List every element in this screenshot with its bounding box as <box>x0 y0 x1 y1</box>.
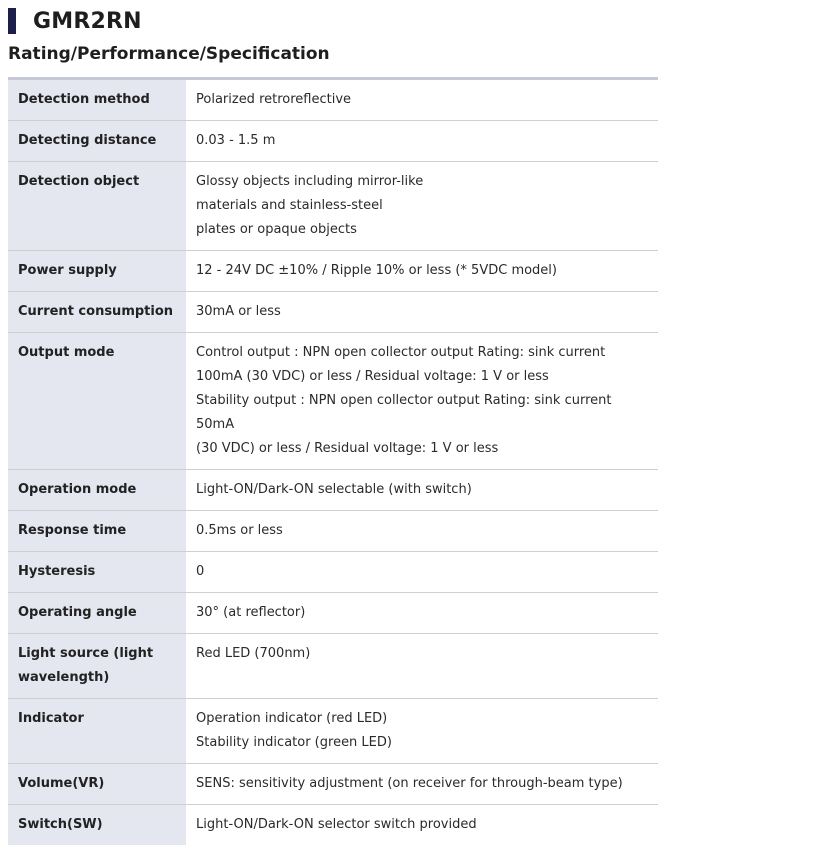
spec-row <box>8 79 658 121</box>
spec-label: Volume(VR) <box>8 764 186 805</box>
spec-value <box>186 593 658 634</box>
spec-value <box>186 162 658 251</box>
page-title: GMR2RN <box>33 9 142 34</box>
title-marker <box>8 8 16 34</box>
spec-value-line: 30° (at reflector) <box>196 601 648 625</box>
spec-value <box>186 511 658 552</box>
spec-value <box>186 292 658 333</box>
page-title-bar <box>8 8 142 34</box>
spec-row <box>8 333 658 470</box>
spec-value-line: Light-ON/Dark-ON selectable (with switch) <box>196 478 648 502</box>
spec-row <box>8 470 658 511</box>
spec-value-line: Light-ON/Dark-ON selector switch provided <box>196 813 648 837</box>
spec-table-body <box>8 79 658 845</box>
section-heading: Rating/Performance/Specification <box>8 44 330 64</box>
spec-label: Operating angle <box>8 593 186 634</box>
spec-value <box>186 79 658 121</box>
spec-label: Response time <box>8 511 186 552</box>
spec-value <box>186 634 658 699</box>
spec-value-line: Control output : NPN open collector output Rating: sink current <box>196 341 648 365</box>
spec-value-line: Red LED (700nm) <box>196 642 648 666</box>
spec-value <box>186 470 658 511</box>
spec-row <box>8 764 658 805</box>
spec-value-line: plates or opaque objects <box>196 218 648 242</box>
spec-value-line: Stability indicator (green LED) <box>196 731 648 755</box>
spec-row <box>8 634 658 699</box>
spec-table <box>8 77 658 845</box>
spec-label: Detection object <box>8 162 186 251</box>
spec-value-line: 0.5ms or less <box>196 519 648 543</box>
spec-row <box>8 292 658 333</box>
spec-label: Output mode <box>8 333 186 470</box>
spec-value <box>186 764 658 805</box>
spec-label: Switch(SW) <box>8 805 186 845</box>
spec-label: Operation mode <box>8 470 186 511</box>
spec-value-line: 12 - 24V DC ±10% / Ripple 10% or less (* 5VDC model) <box>196 259 648 283</box>
spec-label: Current consumption <box>8 292 186 333</box>
spec-value-line: 30mA or less <box>196 300 648 324</box>
spec-value <box>186 333 658 470</box>
spec-value-line: Stability output : NPN open collector output Rating: sink current 50mA <box>196 389 648 437</box>
spec-value-line: Polarized retroreflective <box>196 88 648 112</box>
spec-label: Power supply <box>8 251 186 292</box>
spec-label: Hysteresis <box>8 552 186 593</box>
spec-value-line: 0.03 - 1.5 m <box>196 129 648 153</box>
spec-value-line: Glossy objects including mirror-like <box>196 170 648 194</box>
spec-value <box>186 552 658 593</box>
spec-value-line: SENS: sensitivity adjustment (on receiver for through-beam type) <box>196 772 648 796</box>
spec-value <box>186 805 658 845</box>
spec-row <box>8 121 658 162</box>
spec-label: Detection method <box>8 79 186 121</box>
spec-value <box>186 121 658 162</box>
spec-value-line: (30 VDC) or less / Residual voltage: 1 V or less <box>196 437 648 461</box>
spec-value <box>186 251 658 292</box>
spec-row <box>8 699 658 764</box>
spec-value-line: 0 <box>196 560 648 584</box>
spec-row <box>8 552 658 593</box>
spec-row <box>8 162 658 251</box>
spec-row <box>8 805 658 845</box>
spec-label: Indicator <box>8 699 186 764</box>
spec-row <box>8 511 658 552</box>
spec-label: Light source (light wavelength) <box>8 634 186 699</box>
spec-value <box>186 699 658 764</box>
spec-row <box>8 593 658 634</box>
spec-label: Detecting distance <box>8 121 186 162</box>
spec-value-line: Operation indicator (red LED) <box>196 707 648 731</box>
spec-value-line: materials and stainless-steel <box>196 194 648 218</box>
spec-value-line: 100mA (30 VDC) or less / Residual voltage: 1 V or less <box>196 365 648 389</box>
spec-row <box>8 251 658 292</box>
